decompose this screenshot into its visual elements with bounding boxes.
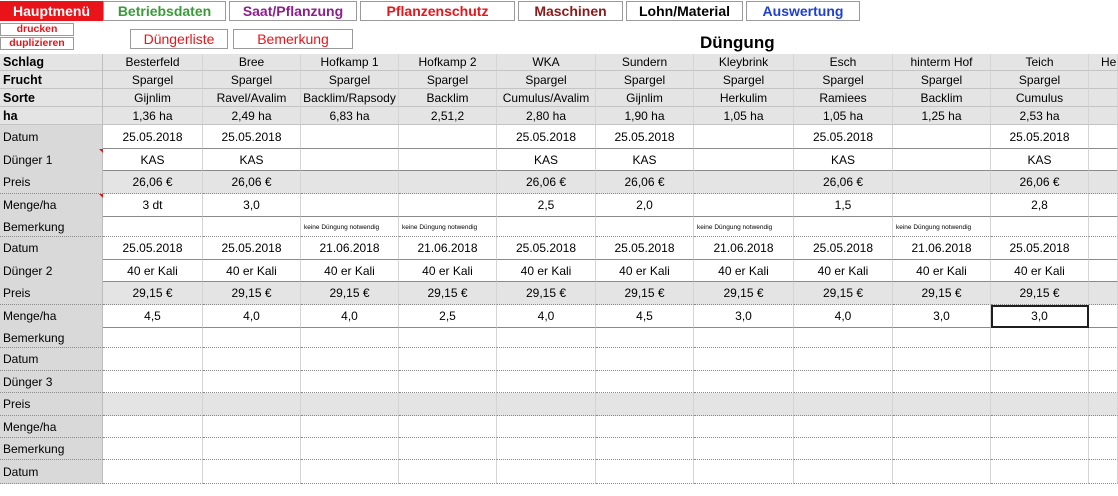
cell-bemerkung-3[interactable] <box>694 438 794 460</box>
page-title: Düngung <box>700 33 775 52</box>
cell-menge-3[interactable] <box>1089 416 1118 438</box>
cell-menge-1[interactable]: 2,8 <box>991 194 1089 217</box>
cell-preis-2[interactable]: 29,15 € <box>694 282 794 305</box>
cell-menge-3[interactable] <box>203 416 301 438</box>
cell-duenger-2[interactable]: 40 er Kali <box>203 260 301 282</box>
cell-duenger-2[interactable]: 40 er Kali <box>893 260 991 282</box>
row-label-preis-2: Preis <box>0 282 103 305</box>
cell-menge-2[interactable] <box>1089 305 1118 328</box>
cell-menge-3[interactable] <box>301 416 399 438</box>
cell-duenger-3[interactable] <box>399 371 497 393</box>
row-label-datum-4: Datum <box>0 460 103 484</box>
cell-preis-2[interactable]: 29,15 € <box>103 282 203 305</box>
cell-duenger-3[interactable] <box>991 371 1089 393</box>
cell-frucht[interactable] <box>1089 71 1118 89</box>
cell-duenger-2[interactable]: 40 er Kali <box>103 260 203 282</box>
cell-datum-3[interactable] <box>497 348 596 371</box>
cell-preis-3[interactable] <box>893 393 991 416</box>
cell-duenger-2[interactable]: 40 er Kali <box>596 260 694 282</box>
cell-bemerkung-1[interactable] <box>103 217 203 237</box>
cell-preis-2[interactable]: 29,15 € <box>301 282 399 305</box>
cell-schlag[interactable]: Hofkamp 2 <box>399 54 497 71</box>
cell-menge-2[interactable]: 4,0 <box>301 305 399 328</box>
cell-duenger-2[interactable]: 40 er Kali <box>694 260 794 282</box>
cell-datum-3[interactable] <box>794 348 893 371</box>
cell-ha[interactable]: 2,53 ha <box>991 107 1089 125</box>
cell-datum-3[interactable] <box>893 348 991 371</box>
row-frucht <box>0 71 1118 89</box>
cell-sorte[interactable]: Ravel/Avalim <box>203 89 301 107</box>
saat-pflanzung-button[interactable]: Saat/Pflanzung <box>229 1 357 21</box>
cell-sorte[interactable]: Gijnlim <box>103 89 203 107</box>
row-datum-4 <box>0 460 1118 484</box>
cell-preis-2[interactable]: 29,15 € <box>497 282 596 305</box>
cell-menge-1[interactable]: 1,5 <box>794 194 893 217</box>
cell-bemerkung-1[interactable]: keine Düngung notwendig <box>694 217 794 237</box>
row-preis-2 <box>0 282 1118 305</box>
cell-ha[interactable]: 1,05 ha <box>794 107 893 125</box>
cell-menge-3[interactable] <box>103 416 203 438</box>
cell-menge-2[interactable]: 4,0 <box>203 305 301 328</box>
cell-sorte[interactable]: Herkulim <box>694 89 794 107</box>
row-menge-2 <box>0 305 1118 328</box>
row-datum-1 <box>0 125 1118 149</box>
cell-menge-2[interactable]: 3,0 <box>893 305 991 328</box>
cell-sorte[interactable]: Backlim <box>399 89 497 107</box>
row-menge-3 <box>0 416 1118 438</box>
cell-frucht[interactable]: Spargel <box>203 71 301 89</box>
cell-schlag[interactable]: Esch <box>794 54 893 71</box>
cell-datum-4[interactable] <box>399 460 497 484</box>
row-schlag <box>0 54 1118 71</box>
cell-datum-3[interactable] <box>694 348 794 371</box>
cell-datum-3[interactable] <box>203 348 301 371</box>
cell-preis-1[interactable] <box>694 171 794 194</box>
cell-duenger-1[interactable]: KAS <box>794 149 893 171</box>
cell-duenger-3[interactable] <box>794 371 893 393</box>
cell-sorte[interactable] <box>1089 89 1118 107</box>
row-label-bemerkung-3: Bemerkung <box>0 438 103 460</box>
cell-bemerkung-3[interactable] <box>497 438 596 460</box>
cell-bemerkung-2[interactable] <box>1089 328 1118 348</box>
cell-menge-3[interactable] <box>497 416 596 438</box>
cell-duenger-1[interactable]: KAS <box>203 149 301 171</box>
row-menge-1 <box>0 194 1118 217</box>
cell-frucht[interactable]: Spargel <box>893 71 991 89</box>
cell-datum-4[interactable] <box>991 460 1089 484</box>
cell-preis-3[interactable] <box>596 393 694 416</box>
row-label-schlag: Schlag <box>0 54 103 71</box>
cell-schlag[interactable]: Sundern <box>596 54 694 71</box>
cell-menge-1[interactable]: 2,5 <box>497 194 596 217</box>
cell-duenger-1[interactable] <box>399 149 497 171</box>
cell-datum-4[interactable] <box>794 460 893 484</box>
cell-schlag[interactable]: Besterfeld <box>103 54 203 71</box>
cell-datum-3[interactable] <box>1089 348 1118 371</box>
maschinen-button[interactable]: Maschinen <box>518 1 623 21</box>
cell-bemerkung-3[interactable] <box>991 438 1089 460</box>
cell-preis-2[interactable]: 29,15 € <box>991 282 1089 305</box>
cell-duenger-3[interactable] <box>497 371 596 393</box>
cell-datum-4[interactable] <box>497 460 596 484</box>
cell-menge-3[interactable] <box>991 416 1089 438</box>
cell-preis-1[interactable] <box>1089 171 1118 194</box>
cell-frucht[interactable]: Spargel <box>497 71 596 89</box>
cell-duenger-2[interactable]: 40 er Kali <box>794 260 893 282</box>
cell-bemerkung-3[interactable] <box>203 438 301 460</box>
cell-schlag[interactable]: WKA <box>497 54 596 71</box>
cell-datum-1[interactable]: 25.05.2018 <box>596 125 694 149</box>
cell-bemerkung-3[interactable] <box>103 438 203 460</box>
cell-ha[interactable]: 1,25 ha <box>893 107 991 125</box>
cell-bemerkung-1[interactable] <box>596 217 694 237</box>
cell-bemerkung-2[interactable] <box>103 328 203 348</box>
cell-sorte[interactable]: Backlim <box>893 89 991 107</box>
cell-menge-3[interactable] <box>794 416 893 438</box>
cell-datum-2[interactable]: 21.06.2018 <box>399 237 497 260</box>
cell-menge-2[interactable]: 2,5 <box>399 305 497 328</box>
cell-ha[interactable]: 2,49 ha <box>203 107 301 125</box>
cell-datum-4[interactable] <box>596 460 694 484</box>
cell-preis-1[interactable]: 26,06 € <box>991 171 1089 194</box>
row-label-menge-2: Menge/ha <box>0 305 103 328</box>
cell-bemerkung-1[interactable] <box>991 217 1089 237</box>
cell-menge-2[interactable]: 4,5 <box>596 305 694 328</box>
betriebsdaten-button[interactable]: Betriebsdaten <box>103 1 226 21</box>
cell-menge-3[interactable] <box>694 416 794 438</box>
cell-menge-1[interactable]: 3,0 <box>203 194 301 217</box>
cell-frucht[interactable]: Spargel <box>103 71 203 89</box>
cell-bemerkung-1[interactable] <box>203 217 301 237</box>
cell-bemerkung-1[interactable] <box>1089 217 1118 237</box>
cell-datum-2[interactable]: 25.05.2018 <box>596 237 694 260</box>
cell-duenger-1[interactable] <box>694 149 794 171</box>
cell-menge-1[interactable]: 3 dt <box>103 194 203 217</box>
cell-datum-1[interactable]: 25.05.2018 <box>991 125 1089 149</box>
duplizieren-button[interactable]: duplizieren <box>0 37 74 50</box>
row-label-datum-3: Datum <box>0 348 103 371</box>
cell-duenger-1[interactable] <box>1089 149 1118 171</box>
cell-menge-2[interactable]: 3,0 <box>694 305 794 328</box>
row-bemerkung-2 <box>0 328 1118 348</box>
cell-datum-1[interactable] <box>694 125 794 149</box>
cell-datum-2[interactable]: 21.06.2018 <box>694 237 794 260</box>
cell-preis-3[interactable] <box>794 393 893 416</box>
cell-preis-3[interactable] <box>399 393 497 416</box>
cell-ha[interactable]: 1,05 ha <box>694 107 794 125</box>
cell-menge-1[interactable] <box>301 194 399 217</box>
cell-bemerkung-3[interactable] <box>794 438 893 460</box>
cell-schlag[interactable]: He <box>1089 54 1118 71</box>
cell-menge-1[interactable] <box>399 194 497 217</box>
cell-duenger-1[interactable] <box>301 149 399 171</box>
cell-duenger-2[interactable]: 40 er Kali <box>301 260 399 282</box>
cell-duenger-3[interactable] <box>893 371 991 393</box>
cell-bemerkung-1[interactable]: keine Düngung notwendig <box>893 217 991 237</box>
lohn-material-button[interactable]: Lohn/Material <box>626 1 743 21</box>
cell-menge-1[interactable] <box>694 194 794 217</box>
cell-bemerkung-3[interactable] <box>893 438 991 460</box>
row-label-sorte: Sorte <box>0 89 103 107</box>
bemerkung-button[interactable]: Bemerkung <box>233 29 353 49</box>
cell-menge-1[interactable] <box>1089 194 1118 217</box>
cell-schlag[interactable]: hinterm Hof <box>893 54 991 71</box>
cell-preis-3[interactable] <box>103 393 203 416</box>
row-duenger-3 <box>0 371 1118 393</box>
cell-sorte[interactable]: Cumulus/Avalim <box>497 89 596 107</box>
cell-frucht[interactable]: Spargel <box>596 71 694 89</box>
cell-bemerkung-3[interactable] <box>399 438 497 460</box>
cell-menge-3[interactable] <box>399 416 497 438</box>
cell-frucht[interactable]: Spargel <box>991 71 1089 89</box>
cell-menge-2[interactable]: 3,0 <box>991 305 1089 328</box>
cell-datum-1[interactable] <box>893 125 991 149</box>
cell-menge-3[interactable] <box>893 416 991 438</box>
cell-duenger-1[interactable]: KAS <box>991 149 1089 171</box>
cell-duenger-3[interactable] <box>203 371 301 393</box>
auswertung-button[interactable]: Auswertung <box>746 1 860 21</box>
cell-duenger-2[interactable] <box>1089 260 1118 282</box>
cell-bemerkung-1[interactable]: keine Düngung notwendig <box>399 217 497 237</box>
cell-menge-2[interactable]: 4,0 <box>794 305 893 328</box>
cell-frucht[interactable]: Spargel <box>301 71 399 89</box>
cell-frucht[interactable]: Spargel <box>694 71 794 89</box>
cell-preis-1[interactable] <box>399 171 497 194</box>
cell-duenger-2[interactable]: 40 er Kali <box>399 260 497 282</box>
cell-duenger-1[interactable]: KAS <box>596 149 694 171</box>
row-label-menge-3: Menge/ha <box>0 416 103 438</box>
cell-sorte[interactable]: Gijnlim <box>596 89 694 107</box>
row-label-bemerkung-2: Bemerkung <box>0 328 103 348</box>
cell-schlag[interactable]: Hofkamp 1 <box>301 54 399 71</box>
cell-ha[interactable]: 2,80 ha <box>497 107 596 125</box>
cell-preis-2[interactable]: 29,15 € <box>399 282 497 305</box>
cell-duenger-3[interactable] <box>1089 371 1118 393</box>
cell-schlag[interactable]: Teich <box>991 54 1089 71</box>
row-duenger-1 <box>0 149 1118 171</box>
cell-datum-2[interactable] <box>1089 237 1118 260</box>
cell-datum-1[interactable]: 25.05.2018 <box>103 125 203 149</box>
cell-preis-1[interactable]: 26,06 € <box>103 171 203 194</box>
top-menu-bar <box>0 0 862 22</box>
cell-datum-2[interactable]: 25.05.2018 <box>497 237 596 260</box>
row-label-duenger-3: Dünger 3 <box>0 371 103 393</box>
cell-preis-1[interactable] <box>301 171 399 194</box>
cell-duenger-3[interactable] <box>301 371 399 393</box>
cell-bemerkung-3[interactable] <box>301 438 399 460</box>
cell-bemerkung-3[interactable] <box>1089 438 1118 460</box>
cell-preis-3[interactable] <box>991 393 1089 416</box>
cell-preis-3[interactable] <box>694 393 794 416</box>
cell-datum-4[interactable] <box>103 460 203 484</box>
cell-menge-1[interactable] <box>893 194 991 217</box>
cell-ha[interactable]: 1,36 ha <box>103 107 203 125</box>
cell-datum-4[interactable] <box>203 460 301 484</box>
cell-ha[interactable]: 6,83 ha <box>301 107 399 125</box>
cell-preis-2[interactable]: 29,15 € <box>203 282 301 305</box>
cell-bemerkung-2[interactable] <box>694 328 794 348</box>
cell-sorte[interactable]: Backlim/Rapsody <box>301 89 399 107</box>
row-sorte <box>0 89 1118 107</box>
cell-menge-1[interactable]: 2,0 <box>596 194 694 217</box>
row-bemerkung-3 <box>0 438 1118 460</box>
cell-preis-2[interactable] <box>1089 282 1118 305</box>
cell-sorte[interactable]: Cumulus <box>991 89 1089 107</box>
cell-duenger-1[interactable]: KAS <box>497 149 596 171</box>
row-label-ha: ha <box>0 107 103 125</box>
cell-datum-2[interactable]: 21.06.2018 <box>893 237 991 260</box>
cell-datum-1[interactable]: 25.05.2018 <box>794 125 893 149</box>
cell-duenger-3[interactable] <box>596 371 694 393</box>
cell-bemerkung-3[interactable] <box>596 438 694 460</box>
row-preis-3 <box>0 393 1118 416</box>
cell-schlag[interactable]: Bree <box>203 54 301 71</box>
row-datum-3 <box>0 348 1118 371</box>
cell-datum-1[interactable] <box>399 125 497 149</box>
cell-frucht[interactable]: Spargel <box>794 71 893 89</box>
cell-bemerkung-1[interactable]: keine Düngung notwendig <box>301 217 399 237</box>
cell-datum-4[interactable] <box>694 460 794 484</box>
cell-preis-2[interactable]: 29,15 € <box>893 282 991 305</box>
cell-datum-1[interactable]: 25.05.2018 <box>497 125 596 149</box>
cell-datum-3[interactable] <box>399 348 497 371</box>
cell-datum-2[interactable]: 25.05.2018 <box>103 237 203 260</box>
cell-duenger-2[interactable]: 40 er Kali <box>991 260 1089 282</box>
cell-preis-1[interactable] <box>893 171 991 194</box>
cell-duenger-1[interactable]: KAS <box>103 149 203 171</box>
cell-datum-1[interactable] <box>301 125 399 149</box>
cell-datum-2[interactable]: 25.05.2018 <box>794 237 893 260</box>
cell-bemerkung-2[interactable] <box>301 328 399 348</box>
cell-ha[interactable]: 1,90 ha <box>596 107 694 125</box>
cell-datum-4[interactable] <box>1089 460 1118 484</box>
cell-datum-3[interactable] <box>596 348 694 371</box>
row-label-frucht: Frucht <box>0 71 103 89</box>
cell-datum-1[interactable] <box>1089 125 1118 149</box>
cell-bemerkung-2[interactable] <box>991 328 1089 348</box>
row-label-duenger-1: Dünger 1 <box>0 149 103 171</box>
cell-preis-3[interactable] <box>1089 393 1118 416</box>
cell-ha[interactable]: 2,51,2 <box>399 107 497 125</box>
cell-preis-2[interactable]: 29,15 € <box>794 282 893 305</box>
cell-datum-1[interactable]: 25.05.2018 <box>203 125 301 149</box>
cell-duenger-2[interactable]: 40 er Kali <box>497 260 596 282</box>
cell-datum-4[interactable] <box>893 460 991 484</box>
cell-datum-3[interactable] <box>991 348 1089 371</box>
pflanzenschutz-button[interactable]: Pflanzenschutz <box>360 1 515 21</box>
cell-bemerkung-2[interactable] <box>596 328 694 348</box>
cell-datum-2[interactable]: 25.05.2018 <box>991 237 1089 260</box>
cell-datum-3[interactable] <box>301 348 399 371</box>
row-bemerkung-1 <box>0 217 1118 237</box>
cell-preis-3[interactable] <box>203 393 301 416</box>
cell-bemerkung-2[interactable] <box>893 328 991 348</box>
cell-menge-3[interactable] <box>596 416 694 438</box>
cell-bemerkung-2[interactable] <box>203 328 301 348</box>
cell-bemerkung-2[interactable] <box>399 328 497 348</box>
row-label-datum-1: Datum <box>0 125 103 149</box>
cell-bemerkung-2[interactable] <box>794 328 893 348</box>
cell-frucht[interactable]: Spargel <box>399 71 497 89</box>
cell-bemerkung-2[interactable] <box>497 328 596 348</box>
cell-duenger-1[interactable] <box>893 149 991 171</box>
duengerliste-button[interactable]: Düngerliste <box>130 29 228 49</box>
cell-duenger-3[interactable] <box>103 371 203 393</box>
row-label-bemerkung-1: Bemerkung <box>0 217 103 237</box>
row-label-preis-3: Preis <box>0 393 103 416</box>
cell-datum-2[interactable]: 25.05.2018 <box>203 237 301 260</box>
row-label-datum-2: Datum <box>0 237 103 260</box>
cell-schlag[interactable]: Kleybrink <box>694 54 794 71</box>
cell-preis-1[interactable]: 26,06 € <box>596 171 694 194</box>
row-label-duenger-2: Dünger 2 <box>0 260 103 282</box>
row-label-preis-1: Preis <box>0 171 103 194</box>
drucken-button[interactable]: drucken <box>0 23 74 36</box>
row-duenger-2 <box>0 260 1118 282</box>
cell-preis-1[interactable]: 26,06 € <box>794 171 893 194</box>
cell-menge-2[interactable]: 4,5 <box>103 305 203 328</box>
cell-preis-1[interactable]: 26,06 € <box>497 171 596 194</box>
cell-datum-4[interactable] <box>301 460 399 484</box>
cell-preis-3[interactable] <box>497 393 596 416</box>
row-preis-1 <box>0 171 1118 194</box>
cell-datum-2[interactable]: 21.06.2018 <box>301 237 399 260</box>
cell-bemerkung-1[interactable] <box>497 217 596 237</box>
row-datum-2 <box>0 237 1118 260</box>
cell-datum-3[interactable] <box>103 348 203 371</box>
cell-ha[interactable] <box>1089 107 1118 125</box>
cell-sorte[interactable]: Ramiees <box>794 89 893 107</box>
cell-menge-2[interactable]: 4,0 <box>497 305 596 328</box>
row-label-menge-1: Menge/ha <box>0 194 103 217</box>
cell-preis-2[interactable]: 29,15 € <box>596 282 694 305</box>
hauptmenu-button[interactable]: Hauptmenü <box>0 1 103 21</box>
cell-preis-3[interactable] <box>301 393 399 416</box>
cell-bemerkung-1[interactable] <box>794 217 893 237</box>
cell-preis-1[interactable]: 26,06 € <box>203 171 301 194</box>
row-ha <box>0 107 1118 125</box>
cell-duenger-3[interactable] <box>694 371 794 393</box>
